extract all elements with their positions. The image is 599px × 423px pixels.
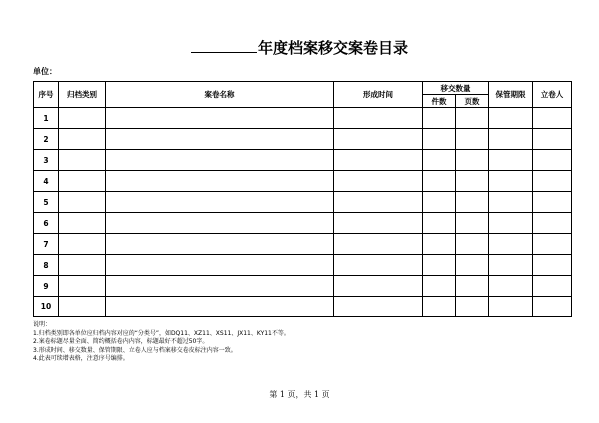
row-seq: 8 — [34, 255, 59, 276]
cell-pieces[interactable] — [423, 213, 456, 234]
header-case-name: 案卷名称 — [106, 82, 334, 108]
cell-category[interactable] — [59, 108, 106, 129]
cell-case-name[interactable] — [106, 276, 334, 297]
table-row — [34, 108, 572, 129]
cell-pages[interactable] — [456, 129, 489, 150]
cell-filer[interactable] — [533, 108, 572, 129]
notes-line: 4.此表可续增表格，注意序号编排。 — [33, 355, 129, 363]
row-seq: 4 — [34, 171, 59, 192]
cell-pieces[interactable] — [423, 108, 456, 129]
cell-pieces[interactable] — [423, 276, 456, 297]
title-text: 年度档案移交案卷目录 — [257, 39, 408, 57]
cell-pages[interactable] — [456, 192, 489, 213]
cell-formed-time[interactable] — [334, 108, 423, 129]
table-row — [34, 276, 572, 297]
cell-retention[interactable] — [489, 171, 533, 192]
row-seq: 6 — [34, 213, 59, 234]
cell-pieces[interactable] — [423, 150, 456, 171]
cell-case-name[interactable] — [106, 213, 334, 234]
notes-section — [33, 321, 290, 364]
cell-formed-time[interactable] — [334, 150, 423, 171]
cell-case-name[interactable] — [106, 234, 334, 255]
cell-category[interactable] — [59, 171, 106, 192]
cell-case-name[interactable] — [106, 255, 334, 276]
cell-retention[interactable] — [489, 255, 533, 276]
cell-filer[interactable] — [533, 255, 572, 276]
cell-retention[interactable] — [489, 234, 533, 255]
header-category: 归档类别 — [59, 82, 106, 108]
cell-formed-time[interactable] — [334, 213, 423, 234]
cell-formed-time[interactable] — [334, 255, 423, 276]
cell-pages[interactable] — [456, 234, 489, 255]
header-transfer-qty: 移交数量 — [423, 82, 489, 95]
cell-filer[interactable] — [533, 192, 572, 213]
catalog-table — [33, 81, 572, 317]
cell-category[interactable] — [59, 297, 106, 317]
table-row — [34, 234, 572, 255]
header-seq: 序号 — [34, 82, 59, 108]
cell-case-name[interactable] — [106, 297, 334, 317]
cell-category[interactable] — [59, 255, 106, 276]
notes-line: 1.归档类别即各单位应归档内容对应的“分类号”，如DQ11、XZ11、XS11、JX11、KY11不等。 — [33, 329, 290, 337]
cell-filer[interactable] — [533, 171, 572, 192]
table-row — [34, 213, 572, 234]
cell-pages[interactable] — [456, 171, 489, 192]
cell-category[interactable] — [59, 150, 106, 171]
page-title — [0, 37, 599, 58]
header-filer: 立卷人 — [533, 82, 572, 108]
row-seq: 1 — [34, 108, 59, 129]
header-pages: 页数 — [456, 95, 489, 108]
cell-filer[interactable] — [533, 213, 572, 234]
cell-retention[interactable] — [489, 297, 533, 317]
cell-filer[interactable] — [533, 276, 572, 297]
row-seq: 9 — [34, 276, 59, 297]
cell-pieces[interactable] — [423, 192, 456, 213]
cell-pages[interactable] — [456, 213, 489, 234]
row-seq: 10 — [34, 297, 59, 317]
header-pieces: 件数 — [423, 95, 456, 108]
cell-category[interactable] — [59, 234, 106, 255]
unit-label: 单位： — [33, 67, 57, 76]
cell-retention[interactable] — [489, 150, 533, 171]
cell-retention[interactable] — [489, 129, 533, 150]
header-retention: 保管期限 — [489, 82, 533, 108]
cell-retention[interactable] — [489, 192, 533, 213]
cell-category[interactable] — [59, 213, 106, 234]
row-seq: 2 — [34, 129, 59, 150]
row-seq: 3 — [34, 150, 59, 171]
cell-formed-time[interactable] — [334, 129, 423, 150]
row-seq: 5 — [34, 192, 59, 213]
cell-case-name[interactable] — [106, 108, 334, 129]
cell-formed-time[interactable] — [334, 171, 423, 192]
cell-filer[interactable] — [533, 150, 572, 171]
cell-formed-time[interactable] — [334, 234, 423, 255]
cell-case-name[interactable] — [106, 129, 334, 150]
table-row — [34, 192, 572, 213]
table-row — [34, 150, 572, 171]
page-footer: 第 1 页，共 1 页 — [269, 390, 330, 399]
cell-pages[interactable] — [456, 297, 489, 317]
notes-line: 3.形成时间、移交数量、保管期限、立卷人应与档案移交卷皮标注内容一致。 — [33, 346, 237, 354]
cell-case-name[interactable] — [106, 171, 334, 192]
cell-retention[interactable] — [489, 276, 533, 297]
cell-filer[interactable] — [533, 129, 572, 150]
title-year-blank — [191, 37, 257, 53]
cell-retention[interactable] — [489, 213, 533, 234]
notes-heading: 说明： — [33, 321, 52, 328]
cell-filer[interactable] — [533, 234, 572, 255]
cell-pages[interactable] — [456, 276, 489, 297]
header-formed-time: 形成时间 — [334, 82, 423, 108]
table-row — [34, 171, 572, 192]
cell-retention[interactable] — [489, 108, 533, 129]
cell-formed-time[interactable] — [334, 297, 423, 317]
cell-category[interactable] — [59, 129, 106, 150]
cell-filer[interactable] — [533, 297, 572, 317]
cell-pieces[interactable] — [423, 297, 456, 317]
cell-pieces[interactable] — [423, 234, 456, 255]
table-row — [34, 129, 572, 150]
notes-line: 2.案卷标题尽量全面、简约概括卷内内容，标题最好不超过50字。 — [33, 338, 209, 346]
cell-case-name[interactable] — [106, 192, 334, 213]
cell-pages[interactable] — [456, 255, 489, 276]
row-seq: 7 — [34, 234, 59, 255]
table-row — [34, 297, 572, 317]
cell-formed-time[interactable] — [334, 276, 423, 297]
cell-case-name[interactable] — [106, 150, 334, 171]
table-row — [34, 255, 572, 276]
cell-pages[interactable] — [456, 108, 489, 129]
cell-formed-time[interactable] — [334, 192, 423, 213]
cell-category[interactable] — [59, 276, 106, 297]
cell-pieces[interactable] — [423, 171, 456, 192]
cell-pieces[interactable] — [423, 255, 456, 276]
cell-category[interactable] — [59, 192, 106, 213]
cell-pieces[interactable] — [423, 129, 456, 150]
cell-pages[interactable] — [456, 150, 489, 171]
